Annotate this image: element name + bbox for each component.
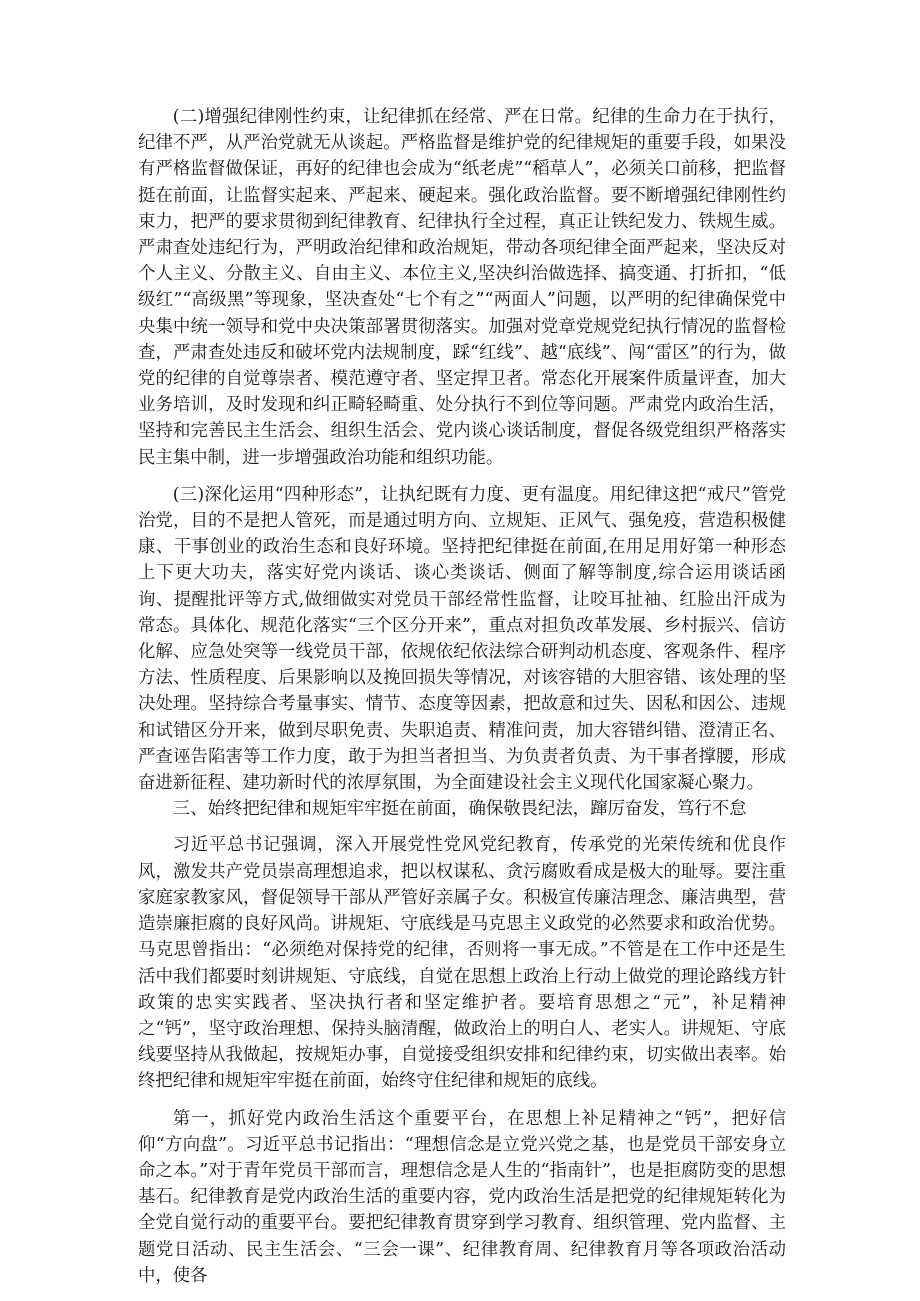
document-page	[138, 104, 786, 1289]
paragraph-discipline-enforcement: (二)增强纪律刚性约束，让纪律抓在经常、严在日常。纪律的生命力在于执行，纪律不严，从严治党就无从谈起。严格监督是维护党的纪律规矩的重要手段，如果没有严格监督做保证，再好的纪律也会成为“纸老虎”“稻草人”，必须关口前移，把监督挺在前面，让监督实起来、严起来、硬起来。强化政治监督。要不断增强纪律刚性约束力，把严的要求贯彻到纪律教育、纪律执行全过程，真正让铁纪发力、铁规生威。严肃查处违纪行为，严明政治纪律和政治规矩，带动各项纪律全面严起来，坚决反对个人主义、分散主义、自由主义、本位主义,坚决纠治做选择、搞变通、打折扣，“低级红”“高级黑”等现象，坚决查处“七个有之”“两面人”问题，以严明的纪律确保党中央集中统一领导和党中央决策部署贯彻落实。加强对党章党规党纪执行情况的监督检查，严肃查处违反和破坏党内法规制度，踩“红线”、越“底线”、闯“雷区”的行为，做党的纪律的自觉尊崇者、模范遵守者、坚定捍卫者。常态化开展案件质量评查，加大业务培训，及时发现和纠正畸轻畸重、处分执行不到位等问题。严肃党内政治生活，坚持和完善民主生活会、组织生活会、党内谈心谈话制度，督促各级党组织严格落实民主集中制，进一步增强政治功能和组织功能。	[138, 107, 786, 468]
section-heading: 三、始终把纪律和规矩牢牢挺在前面，确保敬畏纪法，蹿厉奋发，笃行不怠	[172, 799, 747, 820]
paragraph-four-forms: (三)深化运用“四种形态”，让执纪既有力度、更有温度。用纪律这把“戒尺”管党治党，目的不是把人管死，而是通过明方向、立规矩、正风气、强免疫，营造积极健康、干事创业的政治生态和良好环境。坚持把纪律挺在前面,在用足用好第一种形态上下更大功夫，落实好党内谈话、谈心类谈话、侧面了解等制度,综合运用谈话函询、提醒批评等方式,做细做实对党员干部经常性监督，让咬耳扯袖、红脸出汗成为常态。具体化、规范化落实“三个区分开来”，重点对担负改革发展、乡村振兴、信访化解、应急处突等一线党员干部，依规依纪依法综合研判动机态度、客观条件、程序方法、性质程度、后果影响以及挽回损失等情况，对该容错的大胆容错、该处理的坚决处理。坚持综合考量事实、情节、态度等因素，把故意和过失、因私和因公、违规和试错区分开来，做到尽职免责、失职追责、精准问责，加大容错纠错、澄清正名、严查诬告陷害等工作力度，敢于为担当者担当、为负责者负责、为干事者撑腰，形成奋进新征程、建功新时代的浓厚氛围，为全面建设社会主义现代化国家凝心聚力。	[138, 484, 786, 794]
paragraph-party-political-life: 第一，抓好党内政治生活这个重要平台，在思想上补足精神之“钙”，把好信仰“方向盘”。习近平总书记指出：“理想信念是立党兴党之基，也是党员干部安身立命之本。”对于青年党员干部而言，理想信念是人生的“指南针”，也是拒腐防变的思想基石。纪律教育是党内政治生活的重要内容，党内政治生活是把党的纪律规矩转化为全党自觉行动的重要平台。要把纪律教育贯穿到学习教育、组织管理、党内监督、主题党日活动、民主生活会、“三会一课”、纪律教育周、纪律教育月等各项政治活动中，使各	[138, 1108, 786, 1286]
paragraph-rules-and-bottom-line: 习近平总书记强调，深入开展党性党风党纪教育，传承党的光荣传统和优良作风，激发共产党员崇高理想追求，把以权谋私、贪污腐败看成是极大的耻辱。要注重家庭家教家风，督促领导干部从严管好亲属子女。积极宣传廉洁理念、廉洁典型，营造崇廉拒腐的良好风尚。讲规矩、守底线是马克思主义政党的必然要求和政治优势。马克思曾指出：“必须绝对保持党的纪律，否则将一事无成。”不管是在工作中还是生活中我们都要时刻讲规矩、守底线，自觉在思想上政治上行动上做党的理论路线方针政策的忠实实践者、坚决执行者和坚定维护者。要培育思想之“元”，补足精神之“钙”，坚守政治理想、保持头脑清醒，做政治上的明白人、老实人。讲规矩、守底线要坚持从我做起，按规矩办事，自觉接受组织安排和纪律约束，切实做出表率。始终把纪律和规矩牢牢挺在前面，始终守住纪律和规矩的底线。	[138, 835, 786, 1092]
